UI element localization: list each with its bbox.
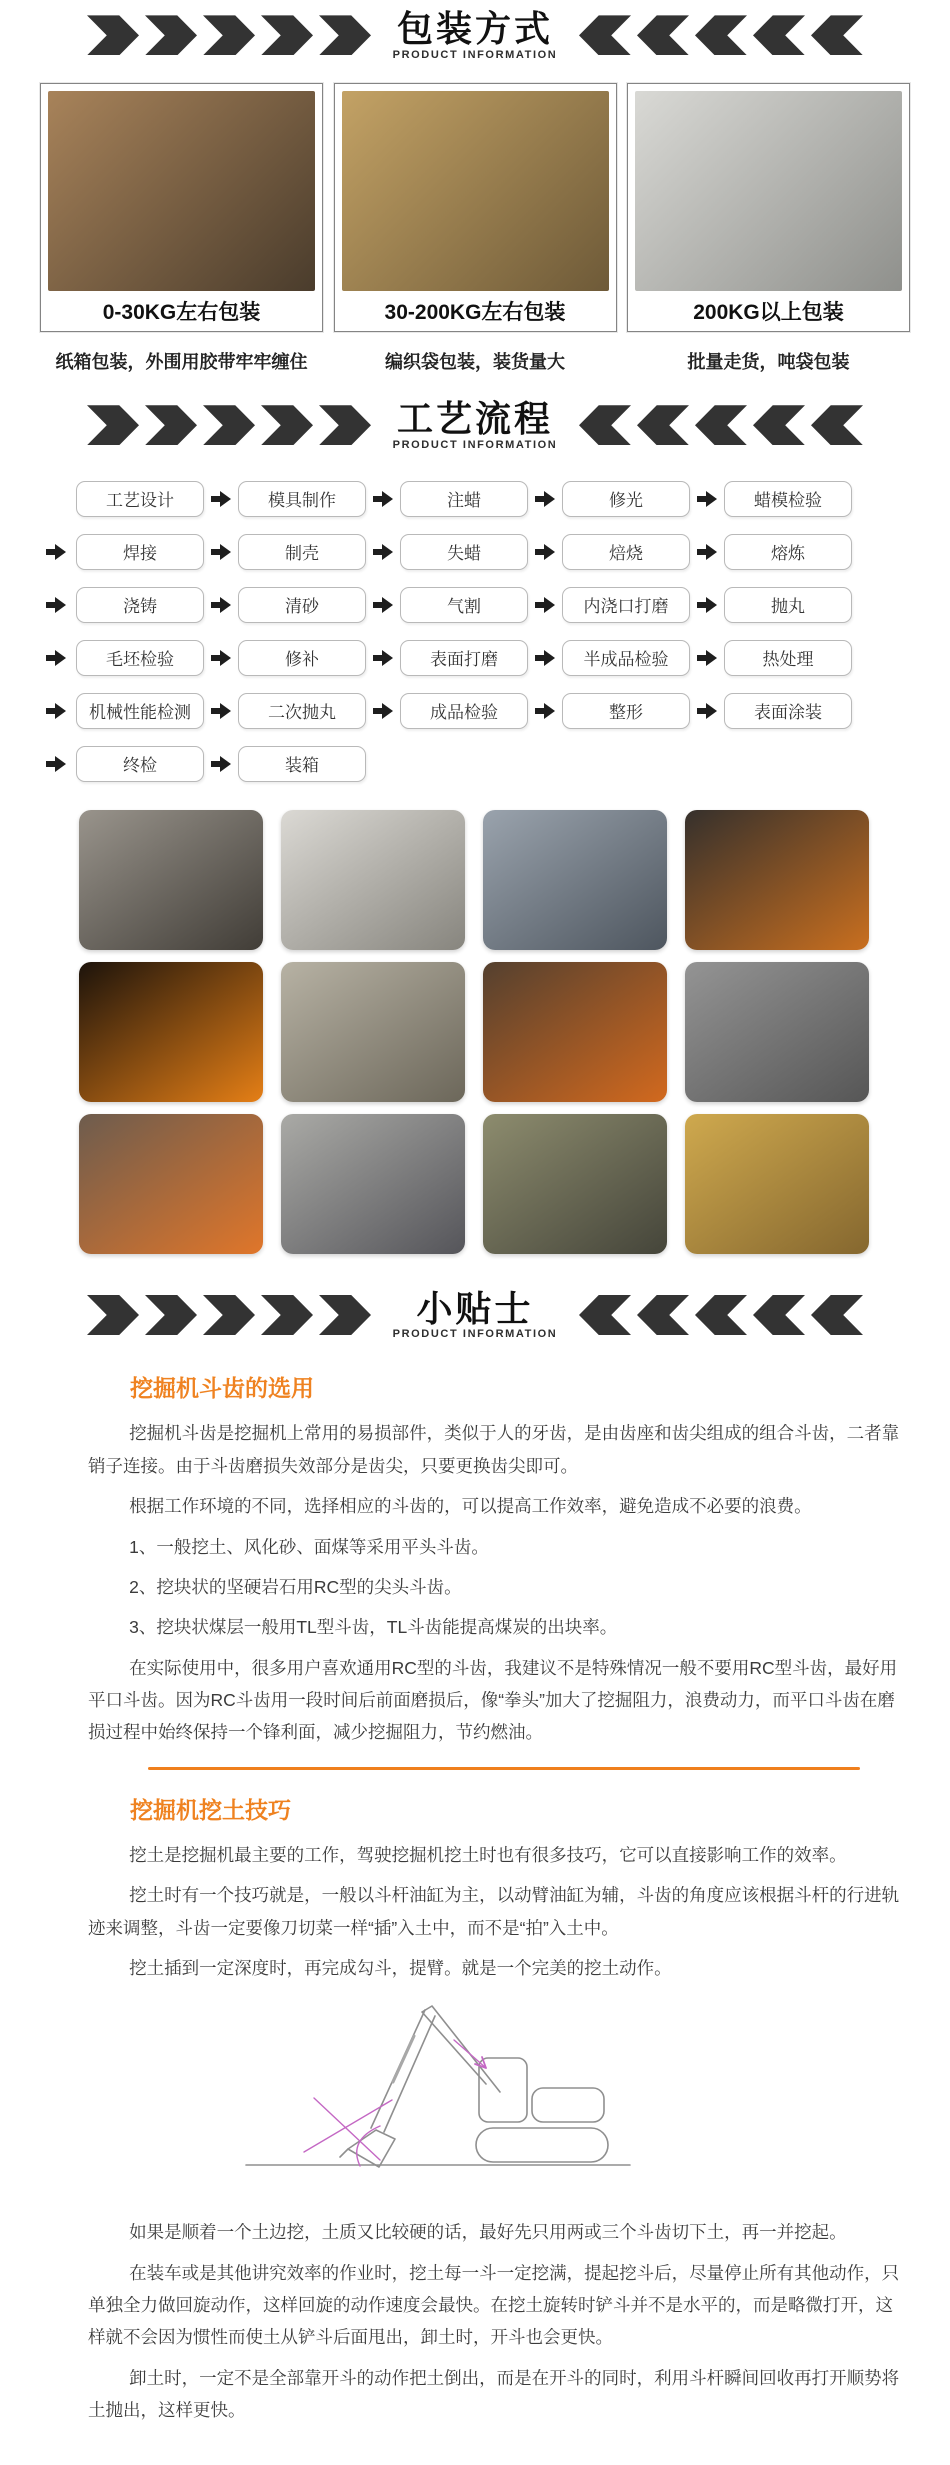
row-lead-slot xyxy=(46,703,76,719)
chevron-left-icon xyxy=(753,1295,805,1335)
process-step-box: 内浇口打磨 xyxy=(562,587,690,623)
arrow-right-icon xyxy=(46,650,67,666)
arrow-right-icon xyxy=(46,544,67,560)
grinding-workshop-photo xyxy=(281,1114,465,1254)
chevron-left-icon xyxy=(579,1295,631,1335)
process-step-box: 注蜡 xyxy=(400,481,528,517)
molten-metal-pouring-photo xyxy=(79,962,263,1102)
inspection-warehouse-photo xyxy=(483,1114,667,1254)
excavator-line-drawing xyxy=(228,2002,648,2197)
tips-paragraph: 挖土时有一个技巧就是，一般以斗杆油缸为主，以动臂油缸为辅，斗齿的角度应该根据斗杆的行进轨迹来调整，斗齿一定要像刀切菜一样“插”入土中，而不是“拍”入土中。 xyxy=(88,1885,900,1938)
arrow-right-icon xyxy=(211,756,232,772)
furnace-roasting-photo xyxy=(685,810,869,950)
row-lead-slot xyxy=(46,544,76,560)
tips-paragraph: 在装车或是其他讲究效率的作业时，挖土每一斗一定挖满，提起挖斗后，尽量停止所有其他动作，只单独全力做回旋动作，这样回旋的动作速度会最快。在挖土旋转时铲斗并不是水平的，而是略微打开，这样就不会因为惯性而使土从铲斗后面甩出，卸土时，开斗也会更快。 xyxy=(88,2262,900,2348)
process-step-box: 失蜡 xyxy=(400,534,528,570)
section-title-block xyxy=(390,10,560,61)
arrow-cell xyxy=(366,703,400,719)
process-step-box: 修光 xyxy=(562,481,690,517)
chevron-right-icon xyxy=(87,15,139,55)
arrow-right-icon xyxy=(211,650,232,666)
section-title: 工艺流程 xyxy=(396,397,553,439)
woven-bags-photo xyxy=(342,91,609,291)
bulk-ton-bag-photo xyxy=(635,91,902,291)
arrow-right-icon xyxy=(535,650,556,666)
left-chevrons-decoration xyxy=(579,1295,863,1335)
right-chevrons-decoration xyxy=(87,1295,371,1335)
row-lead-slot xyxy=(46,756,76,772)
packaging-cards-row xyxy=(40,83,910,332)
bottom-whitespace xyxy=(0,2435,950,2465)
left-chevrons-decoration xyxy=(579,405,863,445)
process-step-box: 抛丸 xyxy=(724,587,852,623)
process-flowchart xyxy=(46,481,950,782)
chevron-left-icon xyxy=(753,405,805,445)
chevron-right-icon xyxy=(261,1295,313,1335)
stacked-yellow-castings-photo xyxy=(685,1114,869,1254)
chevron-left-icon xyxy=(811,1295,863,1335)
unloading-tips-paragraphs xyxy=(88,2216,902,2426)
chevron-left-icon xyxy=(811,405,863,445)
arrow-right-icon xyxy=(46,597,67,613)
packaging-caption: 30-200KG左右包装 xyxy=(384,300,566,324)
section-title: 包装方式 xyxy=(396,8,553,49)
arrow-right-icon xyxy=(373,491,394,507)
tips-paragraph: 2、挖块状的坚硬岩石用RC型的尖头斗齿。 xyxy=(129,1576,462,1597)
process-step-box: 熔炼 xyxy=(724,534,852,570)
row-lead-slot xyxy=(46,650,76,666)
product-detail-page xyxy=(0,10,950,2465)
chevron-left-icon xyxy=(579,405,631,445)
factory-photo-grid xyxy=(79,810,871,1254)
flowchart-row xyxy=(46,481,950,517)
arrow-right-icon xyxy=(697,703,718,719)
process-section-header xyxy=(30,397,920,451)
packaging-description: 批量走货，吨袋包装 xyxy=(687,351,850,372)
left-chevrons-decoration xyxy=(579,15,863,55)
orange-divider xyxy=(148,1767,860,1770)
arrow-right-icon xyxy=(535,544,556,560)
digging-skills-paragraphs xyxy=(88,1839,902,1985)
chevron-left-icon xyxy=(637,1295,689,1335)
section-subtitle: PRODUCT INFORMATION xyxy=(392,438,558,451)
chevron-right-icon xyxy=(261,405,313,445)
tips-paragraph: 挖土是挖掘机最主要的工作，驾驶挖掘机挖土时也有很多技巧，它可以直接影响工作的效率。 xyxy=(129,1844,847,1865)
chevron-right-icon xyxy=(145,405,197,445)
process-step-box: 表面涂装 xyxy=(724,693,852,729)
arrow-cell xyxy=(690,544,724,560)
process-step-box: 机械性能检测 xyxy=(76,693,204,729)
process-step-box: 整形 xyxy=(562,693,690,729)
right-chevrons-decoration xyxy=(87,15,371,55)
packaging-card xyxy=(40,83,323,332)
arrow-cell xyxy=(528,544,562,560)
arrow-cell xyxy=(690,597,724,613)
tips-paragraph: 挖掘机斗齿是挖掘机上常用的易损部件，类似于人的牙齿，是由齿座和齿尖组成的组合斗齿，二者靠销子连接。由于斗齿磨损失效部分是齿尖，只要更换齿尖即可。 xyxy=(88,1423,900,1476)
process-step-box: 清砂 xyxy=(238,587,366,623)
arrow-cell xyxy=(528,597,562,613)
packaging-description: 纸箱包装，外围用胶带牢牢缠住 xyxy=(55,351,308,372)
chevron-right-icon xyxy=(145,15,197,55)
arrow-cell xyxy=(528,650,562,666)
arrow-cell xyxy=(204,597,238,613)
flowchart-row xyxy=(46,693,950,729)
tips-heading-tooth-selection: 挖掘机斗齿的选用 xyxy=(130,1375,314,1402)
chevron-right-icon xyxy=(319,1295,371,1335)
chevron-right-icon xyxy=(87,1295,139,1335)
arrow-cell xyxy=(690,491,724,507)
arrow-right-icon xyxy=(211,544,232,560)
section-subtitle: PRODUCT INFORMATION xyxy=(392,1328,558,1341)
arrow-right-icon xyxy=(697,597,718,613)
section-title-block xyxy=(390,1287,560,1341)
section-subtitle: PRODUCT INFORMATION xyxy=(392,48,558,61)
tips-paragraph: 1、一般挖土、风化砂、面煤等采用平头斗齿。 xyxy=(129,1536,489,1557)
right-chevrons-decoration xyxy=(87,405,371,445)
chevron-right-icon xyxy=(319,15,371,55)
tips-paragraph: 在实际使用中，很多用户喜欢通用RC型的斗齿，我建议不是特殊情况一般不要用RC型斗齿，最好用平口斗齿。因为RC斗齿用一段时间后前面磨损后，像“拳头”加大了挖掘阻力，浪费动力，而平口斗齿在磨损过程中始终保持一个锋利面，减少挖掘阻力，节约燃油。 xyxy=(88,1657,898,1743)
arrow-right-icon xyxy=(697,544,718,560)
chevron-left-icon xyxy=(811,15,863,55)
section-title-block xyxy=(390,397,560,451)
process-step-box: 焊接 xyxy=(76,534,204,570)
tooth-selection-paragraphs xyxy=(88,1417,902,1748)
tips-section-header xyxy=(30,1287,920,1341)
arrow-right-icon xyxy=(697,650,718,666)
arrow-right-icon xyxy=(535,597,556,613)
chevron-right-icon xyxy=(203,405,255,445)
heat-treatment-furnace-photo xyxy=(79,1114,263,1254)
chevron-right-icon xyxy=(203,15,255,55)
process-step-box: 成品检验 xyxy=(400,693,528,729)
arrow-right-icon xyxy=(211,703,232,719)
packaging-card xyxy=(334,83,617,332)
arrow-cell xyxy=(528,491,562,507)
workers-sand-mixing-photo xyxy=(483,810,667,950)
section-title: 小贴士 xyxy=(416,1287,534,1329)
packaging-section-header xyxy=(30,10,920,61)
arrow-right-icon xyxy=(373,703,394,719)
arrow-cell xyxy=(366,491,400,507)
chevron-left-icon xyxy=(637,405,689,445)
process-step-box: 终检 xyxy=(76,746,204,782)
carton-boxes-photo xyxy=(48,91,315,291)
packaging-descriptions-row xyxy=(40,348,910,374)
tips-heading-digging-skills: 挖掘机挖土技巧 xyxy=(130,1796,291,1823)
process-step-box: 热处理 xyxy=(724,640,852,676)
process-step-box: 工艺设计 xyxy=(76,481,204,517)
process-step-box: 模具制作 xyxy=(238,481,366,517)
arrow-cell xyxy=(366,650,400,666)
chevron-right-icon xyxy=(87,405,139,445)
process-step-box: 制壳 xyxy=(238,534,366,570)
arrow-right-icon xyxy=(211,597,232,613)
chevron-left-icon xyxy=(695,1295,747,1335)
chevron-left-icon xyxy=(695,405,747,445)
arrow-cell xyxy=(204,491,238,507)
tips-paragraph: 如果是顺着一个土边挖，土质又比较硬的话，最好先只用两或三个斗齿切下土，再一并挖起。 xyxy=(129,2222,847,2243)
process-step-box: 浇铸 xyxy=(76,587,204,623)
process-step-box: 半成品检验 xyxy=(562,640,690,676)
chevron-right-icon xyxy=(261,15,313,55)
chevron-left-icon xyxy=(753,15,805,55)
tips-paragraph: 卸土时，一定不是全部靠开斗的动作把土倒出，而是在开斗的同时，利用斗杆瞬间回收再打开顺势将土抛出，这样更快。 xyxy=(88,2367,900,2421)
process-step-box: 修补 xyxy=(238,640,366,676)
process-step-box: 气割 xyxy=(400,587,528,623)
flowchart-row xyxy=(46,534,950,570)
process-step-box: 毛坯检验 xyxy=(76,640,204,676)
tips-paragraph: 根据工作环境的不同，选择相应的斗齿的，可以提高工作效率，避免造成不必要的浪费。 xyxy=(129,1496,812,1517)
flowchart-row xyxy=(46,640,950,676)
flowchart-row xyxy=(46,746,950,782)
shell-coating-worker-photo xyxy=(79,810,263,950)
chevron-right-icon xyxy=(319,405,371,445)
foundry-fire-work-photo xyxy=(483,962,667,1102)
arrow-right-icon xyxy=(373,544,394,560)
flowchart-row xyxy=(46,587,950,623)
arrow-right-icon xyxy=(535,703,556,719)
ceramic-mold-trees-photo xyxy=(281,810,465,950)
packaging-card xyxy=(627,83,910,332)
chevron-left-icon xyxy=(637,15,689,55)
arrow-right-icon xyxy=(697,491,718,507)
arrow-right-icon xyxy=(373,597,394,613)
process-step-box: 表面打磨 xyxy=(400,640,528,676)
chevron-right-icon xyxy=(203,1295,255,1335)
excavator-diagram xyxy=(228,2002,902,2202)
tips-content xyxy=(88,1370,902,2426)
arrow-right-icon xyxy=(211,491,232,507)
tips-paragraph: 3、挖块状煤层一般用TL型斗齿，TL斗齿能提高煤炭的出块率。 xyxy=(129,1617,618,1638)
arrow-cell xyxy=(690,703,724,719)
packaging-description: 编织袋包装，装货量大 xyxy=(385,351,565,372)
arrow-cell xyxy=(204,544,238,560)
arrow-cell xyxy=(204,703,238,719)
packaging-caption: 0-30KG左右包装 xyxy=(102,300,261,324)
chevron-left-icon xyxy=(695,15,747,55)
arrow-cell xyxy=(366,597,400,613)
arrow-right-icon xyxy=(46,756,67,772)
arrow-cell xyxy=(528,703,562,719)
process-step-box: 蜡模检验 xyxy=(724,481,852,517)
arrow-cell xyxy=(690,650,724,666)
process-step-box: 焙烧 xyxy=(562,534,690,570)
row-lead-slot xyxy=(46,597,76,613)
arrow-right-icon xyxy=(535,491,556,507)
process-step-box: 装箱 xyxy=(238,746,366,782)
outdoor-casting-yard-photo xyxy=(281,962,465,1102)
arrow-cell xyxy=(366,544,400,560)
arrow-cell xyxy=(204,650,238,666)
chevron-right-icon xyxy=(145,1295,197,1335)
arrow-cell xyxy=(204,756,238,772)
packaging-caption: 200KG以上包装 xyxy=(693,300,844,324)
chevron-left-icon xyxy=(579,15,631,55)
casting-rack-storage-photo xyxy=(685,962,869,1102)
arrow-right-icon xyxy=(373,650,394,666)
arrow-right-icon xyxy=(46,703,67,719)
process-step-box: 二次抛丸 xyxy=(238,693,366,729)
tips-paragraph: 挖土插到一定深度时，再完成勾斗，提臂。就是一个完美的挖土动作。 xyxy=(129,1957,672,1978)
